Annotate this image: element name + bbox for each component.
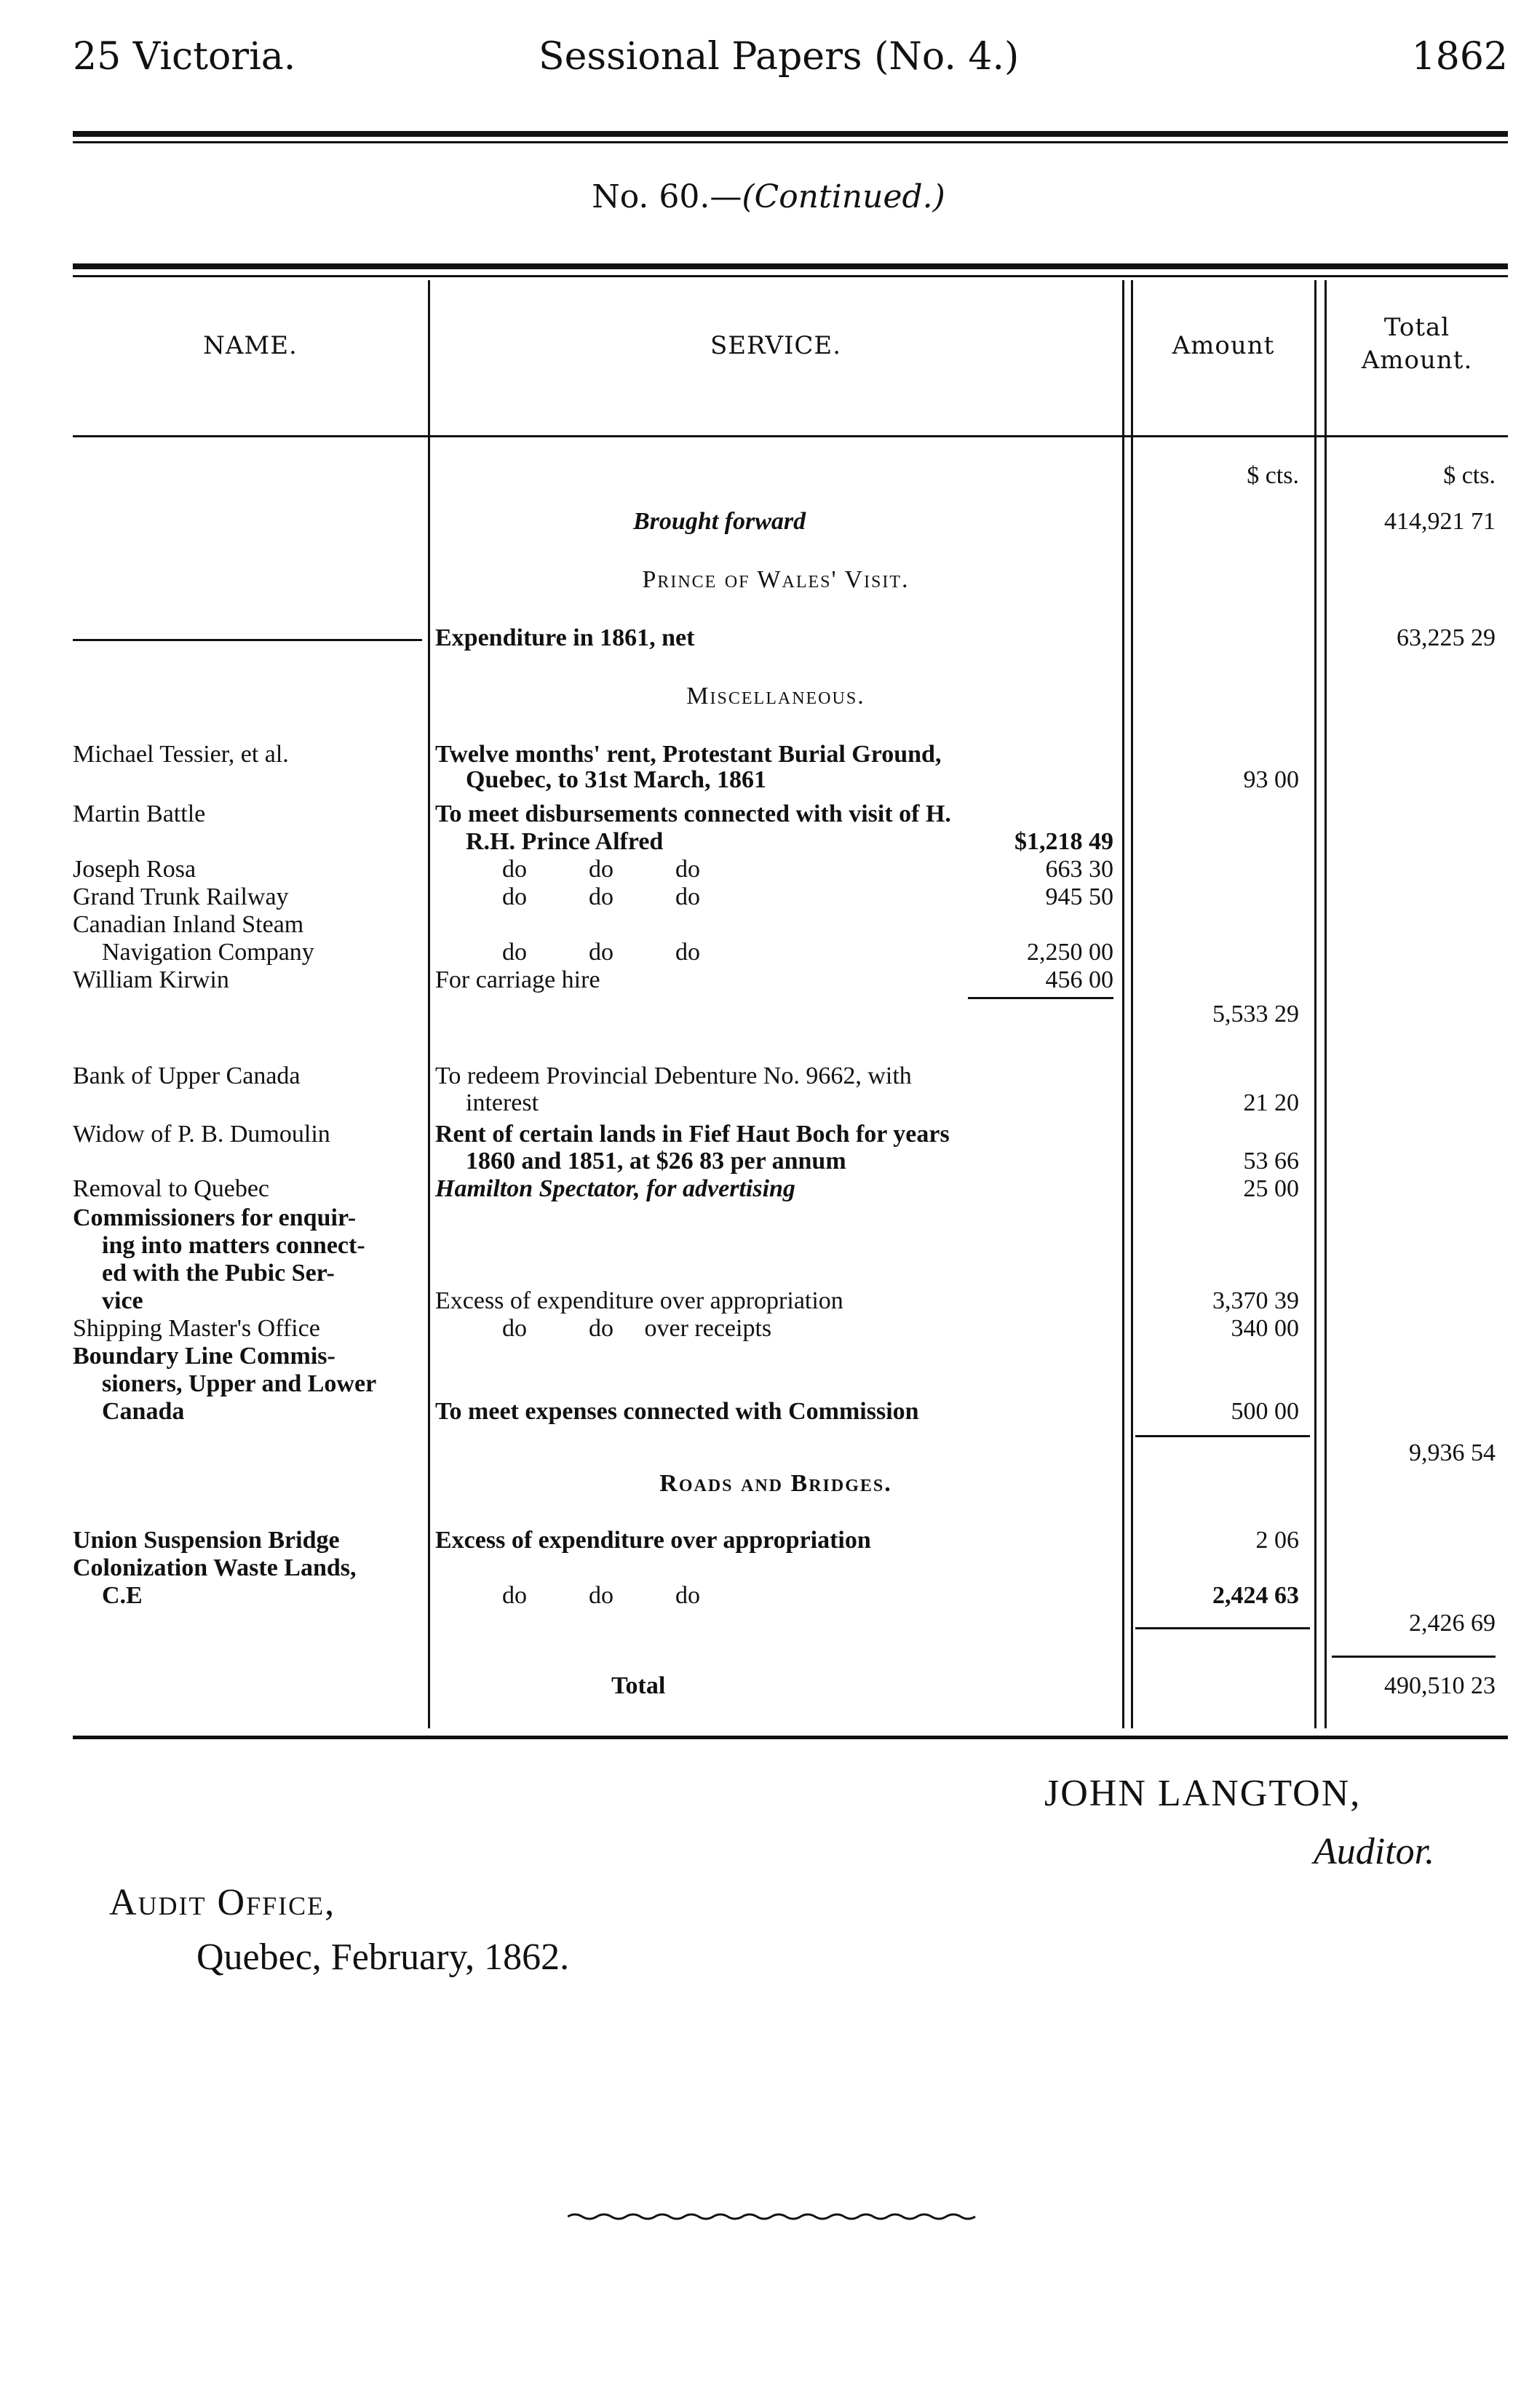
section-miscellaneous: Miscellaneous. <box>686 683 865 710</box>
row-name: ed with the Pubic Ser- <box>102 1260 335 1287</box>
row-sub-amount: 945 50 <box>1045 883 1113 910</box>
column-header-total-2: Amount. <box>1361 346 1473 375</box>
section-roads-and-bridges: Roads and Bridges. <box>659 1470 892 1497</box>
header-year: 1862 <box>1411 35 1508 79</box>
row-service: Excess of expenditure over appropriation <box>435 1527 871 1554</box>
auditor-name: JOHN LANGTON, <box>1044 1773 1362 1814</box>
row-service: do do do <box>502 1582 700 1609</box>
row-name: Colonization Waste Lands, <box>73 1554 357 1581</box>
row-amount: 3,370 39 <box>1212 1287 1299 1314</box>
misc-total: 9,936 54 <box>1409 1439 1496 1466</box>
header-regnal-year: 25 Victoria. <box>73 35 296 79</box>
row-name: Shipping Master's Office <box>73 1315 320 1342</box>
row-name: Canada <box>102 1398 185 1425</box>
row-name: Martin Battle <box>73 800 206 827</box>
col-divider-name <box>428 280 430 1728</box>
brought-forward-total: 414,921 71 <box>1384 508 1496 535</box>
row-name: Widow of P. B. Dumoulin <box>73 1121 330 1148</box>
row-name: Navigation Company <box>102 939 314 966</box>
row-service: interest <box>466 1089 539 1116</box>
prince-name-rule <box>73 639 422 641</box>
row-amount: 2 06 <box>1255 1527 1299 1554</box>
roads-total: 2,426 69 <box>1409 1610 1496 1637</box>
row-service: To meet disbursements connected with visit of H. <box>435 800 951 827</box>
row-service: For carriage hire <box>435 966 600 993</box>
row-name: Removal to Quebec <box>73 1175 270 1202</box>
column-header-amount: Amount <box>1172 331 1275 360</box>
page-header <box>73 35 1508 93</box>
row-name: vice <box>102 1287 143 1314</box>
table-subtitle <box>0 178 1537 215</box>
row-name: C.E <box>102 1582 143 1609</box>
row-service: do do do <box>502 939 700 966</box>
row-name: Union Suspension Bridge <box>73 1527 340 1554</box>
amount-currency-label: $ cts. <box>1247 462 1299 489</box>
roads-amount-rule <box>1135 1627 1310 1629</box>
subtitle-continued: (Continued.) <box>742 178 945 215</box>
row-service: do do do <box>502 883 700 910</box>
row-name: Grand Trunk Railway <box>73 883 289 910</box>
row-name: Canadian Inland Steam <box>73 911 304 938</box>
table-top-rule <box>73 263 1508 269</box>
row-sub-amount: $1,218 49 <box>1014 828 1113 855</box>
row-name: sioners, Upper and Lower <box>102 1370 377 1397</box>
row-service: Excess of expenditure over appropriation <box>435 1287 843 1314</box>
row-amount: 340 00 <box>1231 1315 1299 1342</box>
column-header-service: SERVICE. <box>710 331 842 360</box>
row-sub-amount: 456 00 <box>1045 966 1113 993</box>
col-divider-service-1 <box>1122 280 1124 1728</box>
sub-amount-rule <box>968 997 1113 999</box>
audit-office: Audit Office, <box>109 1882 336 1923</box>
row-service: do do do <box>502 856 700 883</box>
auditor-title: Auditor. <box>1314 1831 1435 1872</box>
table-top-rule-thin <box>73 275 1508 277</box>
row-amount: 21 20 <box>1243 1089 1299 1116</box>
header-divider <box>73 435 1508 437</box>
row-name: Bank of Upper Canada <box>73 1062 301 1089</box>
row-name: Boundary Line Commis- <box>73 1343 335 1370</box>
row-amount: 2,424 63 <box>1212 1582 1299 1609</box>
header-title: Sessional Papers (No. 4.) <box>539 35 1020 79</box>
subtitle-number: No. 60.— <box>592 178 742 215</box>
row-service: To meet expenses connected with Commission <box>435 1398 919 1425</box>
brought-forward-label: Brought forward <box>633 508 806 535</box>
header-rule-top <box>73 131 1508 137</box>
row-service: To redeem Provincial Debenture No. 9662, with <box>435 1062 912 1089</box>
col-divider-amount-1 <box>1314 280 1316 1728</box>
office-place-date: Quebec, February, 1862. <box>196 1936 570 1978</box>
row-service: Twelve months' rent, Protestant Burial Ground, <box>435 741 942 768</box>
misc-amount-rule <box>1135 1435 1310 1437</box>
row-amount: 25 00 <box>1243 1175 1299 1202</box>
row-service: Quebec, to 31st March, 1861 <box>466 766 766 793</box>
prince-service: Expenditure in 1861, net <box>435 624 695 651</box>
row-amount: 93 00 <box>1243 766 1299 793</box>
row-amount: 53 66 <box>1243 1148 1299 1175</box>
column-header-total-1: Total <box>1383 313 1450 342</box>
header-rule-bottom <box>73 141 1508 143</box>
grand-total: 490,510 23 <box>1384 1672 1496 1699</box>
row-service: do do over receipts <box>502 1315 772 1342</box>
row-name: Commissioners for enquir- <box>73 1204 357 1231</box>
end-ornament <box>568 2212 982 2221</box>
col-divider-amount-2 <box>1324 280 1327 1728</box>
row-sub-amount: 2,250 00 <box>1027 939 1113 966</box>
row-service: R.H. Prince Alfred <box>466 828 664 855</box>
row-service: Hamilton Spectator, for advertising <box>435 1175 795 1202</box>
row-service: Rent of certain lands in Fief Haut Boch for years <box>435 1121 950 1148</box>
row-name: Michael Tessier, et al. <box>73 741 289 768</box>
row-sub-amount: 663 30 <box>1045 856 1113 883</box>
column-header-name: NAME. <box>203 331 298 360</box>
prince-total: 63,225 29 <box>1397 624 1496 651</box>
row-amount: 500 00 <box>1231 1398 1299 1425</box>
row-service: 1860 and 1851, at $26 83 per annum <box>466 1148 846 1175</box>
grand-total-rule <box>1332 1656 1496 1658</box>
row-name: William Kirwin <box>73 966 229 993</box>
row-name: Joseph Rosa <box>73 856 196 883</box>
alfred-subtotal: 5,533 29 <box>1212 1001 1299 1028</box>
total-currency-label: $ cts. <box>1443 462 1496 489</box>
col-divider-service-2 <box>1131 280 1133 1728</box>
row-name: ing into matters connect- <box>102 1232 365 1259</box>
section-prince-of-wales: Prince of Wales' Visit. <box>642 566 910 593</box>
table-bottom-rule <box>73 1736 1508 1739</box>
total-label: Total <box>611 1672 666 1699</box>
